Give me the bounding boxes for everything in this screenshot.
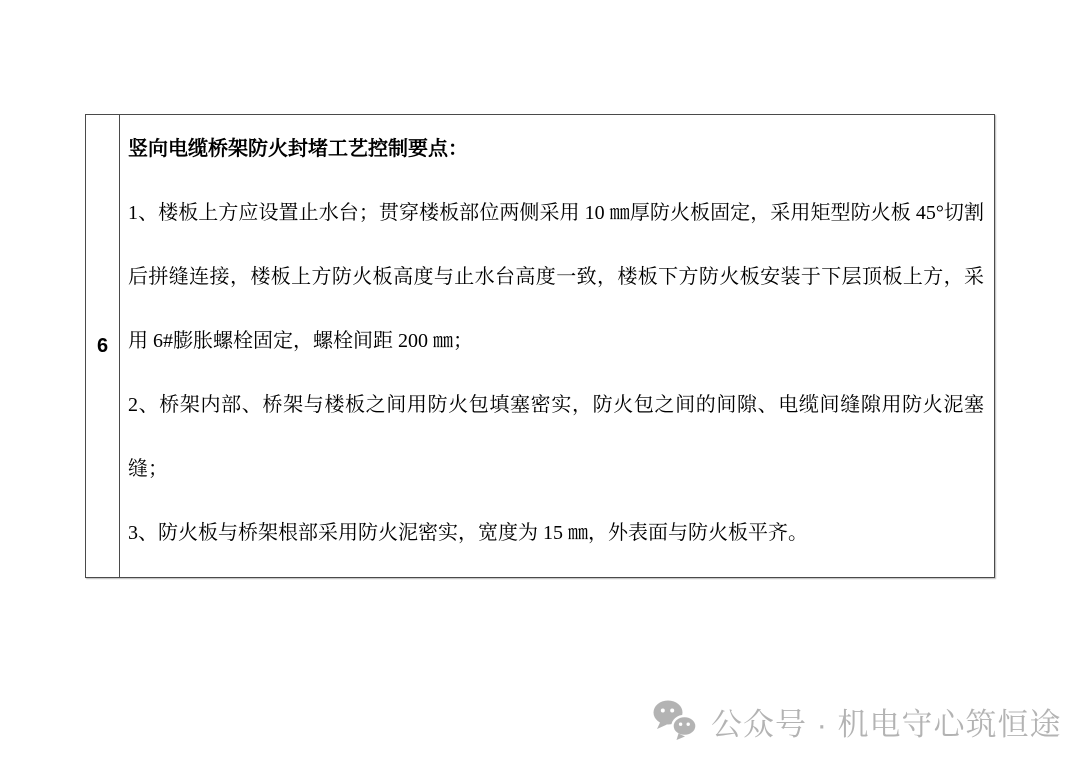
- paragraph-2: 2、桥架内部、桥架与楼板之间用防火包填塞密实，防火包之间的间隙、电缆间缝隙用防火泥塞缝；: [128, 394, 984, 480]
- paragraph-1: 1、楼板上方应设置止水台；贯穿楼板部位两侧采用 10 ㎜厚防火板固定，采用矩型防火板 45°切割后拼缝连接，楼板上方防火板高度与止水台高度一致，楼板下方防火板安装于下层顶板上方，采用 6#膨胀螺栓固定，螺栓间距 200 ㎜；: [128, 202, 984, 352]
- process-control-table: [85, 114, 995, 578]
- section-title: 竖向电缆桥架防火封堵工艺控制要点：: [128, 138, 468, 160]
- row-content-cell: [120, 115, 994, 577]
- row-number-cell: 6: [86, 115, 120, 577]
- paragraph-3: 3、防火板与桥架根部采用防火泥密实，宽度为 15 ㎜，外表面与防火板平齐。: [128, 522, 808, 544]
- wechat-icon: [652, 699, 698, 743]
- watermark-text: 公众号 · 机电守心筑恒途: [711, 706, 1062, 742]
- watermark: [652, 698, 1062, 744]
